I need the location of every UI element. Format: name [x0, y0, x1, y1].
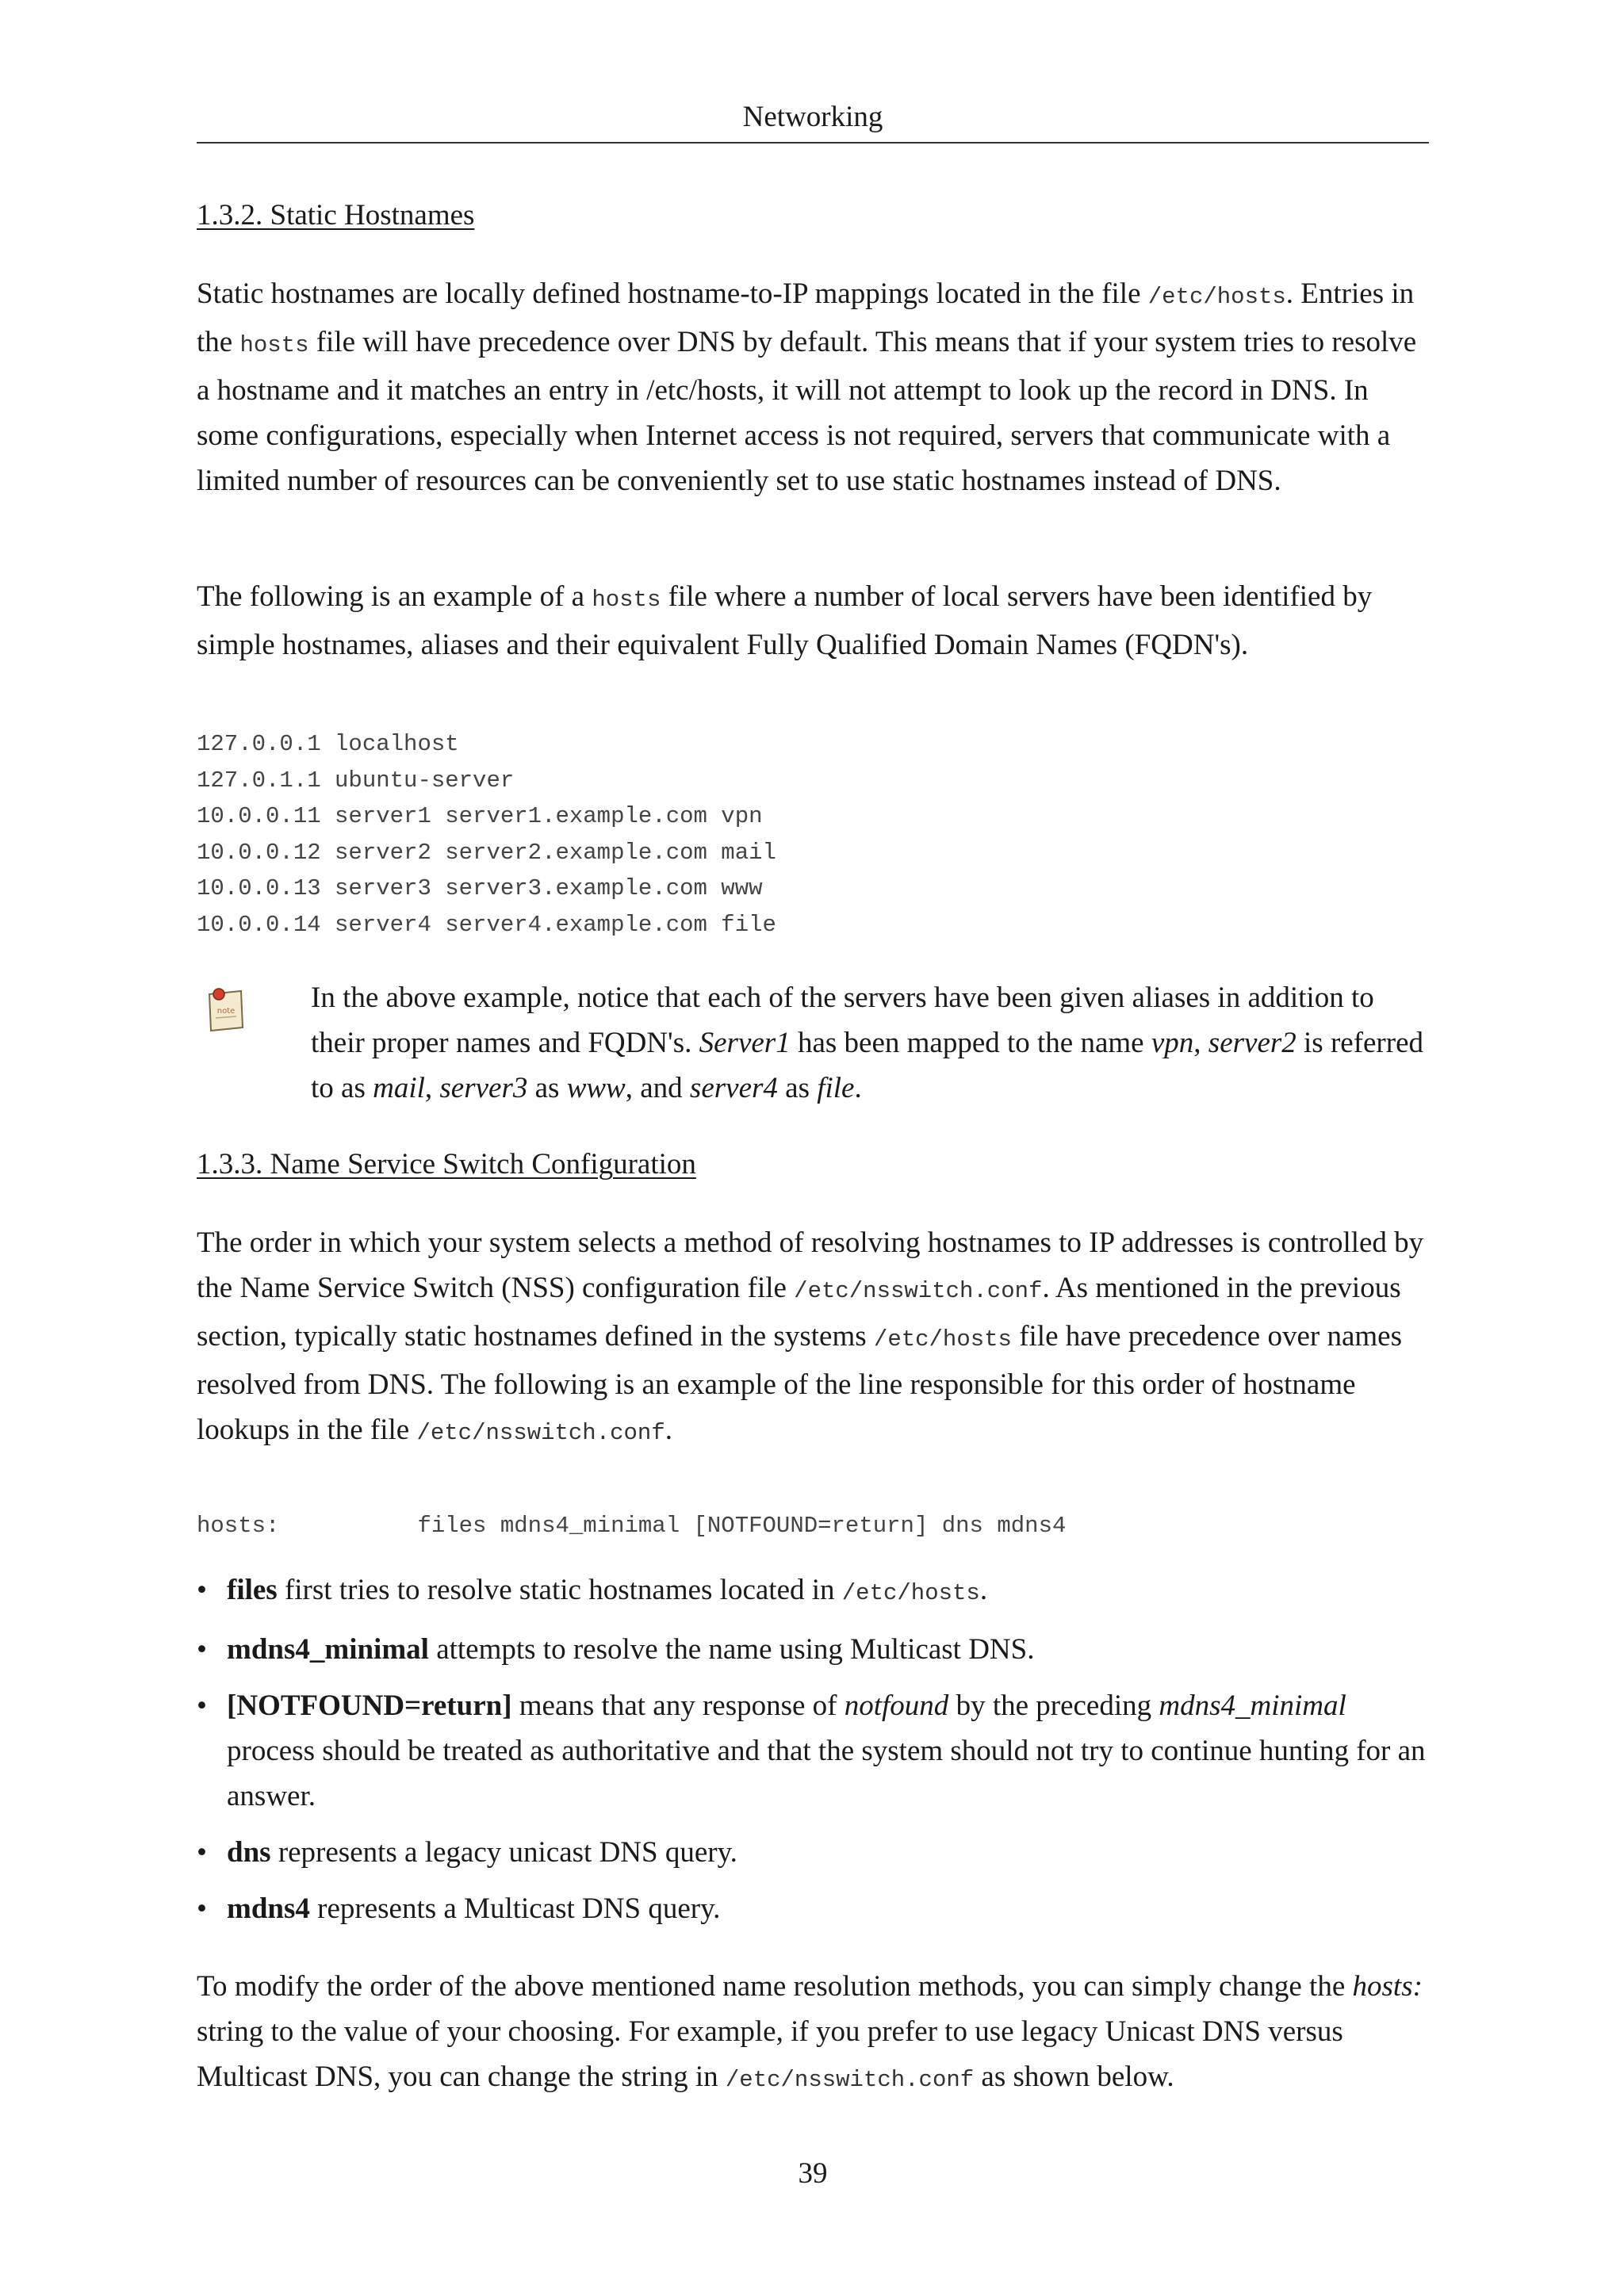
paragraph [197, 1220, 1429, 1456]
list-item [197, 1567, 1429, 1616]
emphasis: file [817, 1072, 855, 1104]
text: Static hostnames are locally defined hostname-to-IP mappings located in the file [197, 277, 1148, 310]
list-item [197, 1830, 1429, 1875]
paragraph-hosts-example-intro [197, 574, 1429, 668]
running-header: Networking [742, 101, 883, 133]
text: first tries to resolve static hostnames located in [277, 1574, 842, 1606]
term: files [227, 1574, 278, 1606]
inline-code: /etc/nsswitch.conf [725, 2067, 975, 2093]
text: The order in which your system selects a method of resolving hostnames to IP addresses is controlled by the Name Service Switch (NSS) configuration file [197, 1226, 1424, 1304]
emphasis: server4 [689, 1072, 778, 1104]
code-line: 10.0.0.13 server3 server3.example.com www [197, 875, 763, 901]
term: dns [227, 1836, 271, 1869]
emphasis: server3 [439, 1072, 528, 1104]
section-heading-static-hostnames [197, 198, 1429, 233]
code-line: 10.0.0.12 server2 server2.example.com mail [197, 839, 776, 866]
text: , [424, 1072, 440, 1104]
text: The following is an example of a [197, 580, 592, 613]
note-icon [206, 986, 246, 1032]
text: as shown below. [974, 2061, 1174, 2093]
text: is referred to as [311, 1027, 1423, 1104]
paragraph [197, 271, 1429, 503]
emphasis: notfound [844, 1689, 949, 1722]
inline-code: hosts [592, 587, 661, 613]
page-number: 39 [798, 2157, 828, 2190]
text: has been mapped to the name [790, 1027, 1151, 1059]
term: [NOTFOUND=return] [227, 1689, 512, 1722]
note-icon-label: note [216, 1007, 236, 1016]
emphasis: vpn [1151, 1027, 1194, 1059]
code-line: 10.0.0.14 server4 server4.example.com file [197, 911, 776, 938]
bullet-mark: • [197, 1574, 207, 1606]
term: mdns4_minimal [227, 1633, 429, 1666]
emphasis: hosts: [1352, 1970, 1423, 2003]
code-line: 10.0.0.11 server1 server1.example.com vpn [197, 803, 763, 829]
inline-code: hosts [239, 332, 309, 358]
text: process should be treated as authoritative and that the system should not try to continue hunting for an answer. [227, 1735, 1426, 1812]
text: represents a legacy unicast DNS query. [270, 1836, 737, 1869]
emphasis: www [566, 1072, 626, 1104]
emphasis: Server1 [699, 1027, 791, 1059]
paragraph-modify-order [197, 1964, 1429, 2103]
bullet-mark: • [197, 1689, 207, 1722]
text: . [854, 1072, 862, 1104]
emphasis: server2 [1208, 1027, 1297, 1059]
nss-methods-list [197, 1567, 1429, 1942]
paragraph [197, 1964, 1429, 2103]
document-page [197, 0, 1429, 2296]
bullet-list [197, 1567, 1429, 1931]
inline-code: /etc/nsswitch.conf [416, 1420, 665, 1446]
text: , [1193, 1027, 1208, 1059]
text: file have precedence over names resolved from DNS. The following is an example of the line responsible for this order of hostname lookups in the file [197, 1320, 1402, 1446]
text: . [979, 1574, 988, 1606]
text: as [527, 1072, 567, 1104]
section-heading-nss-configuration [197, 1147, 1429, 1182]
nsswitch-code-block [197, 1508, 1429, 1544]
text: file will have precedence over DNS by default. This means that if your system tries to resolve a hostname and it matches an entry in /etc/hosts, it will not attempt to look up the record in DNS. In some configurations, especially when Internet access is not required, servers that communicate with a limited number of resources can be conveniently set to use static hostnames instead of DNS. [197, 326, 1417, 497]
hosts-file-code-block [197, 726, 1429, 943]
list-item [197, 1627, 1429, 1672]
bullet-mark: • [197, 1836, 207, 1869]
emphasis: mdns4_minimal [1159, 1689, 1346, 1722]
term: mdns4 [227, 1892, 310, 1925]
text: by the preceding [948, 1689, 1159, 1722]
text: as [777, 1072, 818, 1104]
text: file where a number of local servers have been identified by simple hostnames, aliases and their equivalent Fully Qualified Domain Names (FQDN's). [197, 580, 1373, 661]
section-title: 1.3.3. Name Service Switch Configuration [197, 1148, 696, 1181]
inline-code: /etc/hosts [1147, 284, 1286, 310]
paragraph-nss-intro [197, 1220, 1429, 1456]
code-line: 127.0.1.1 ubuntu-server [197, 767, 515, 794]
bullet-mark: • [197, 1892, 207, 1925]
text: represents a Multicast DNS query. [309, 1892, 721, 1925]
code-line: hosts: files mdns4_minimal [NOTFOUND=return] dns mdns4 [197, 1513, 1067, 1539]
text: In the above example, notice that each of the servers have been given aliases in addition to their proper names and FQDN's. [311, 982, 1374, 1059]
inline-code: /etc/hosts [841, 1580, 980, 1606]
list-item [197, 1683, 1429, 1819]
section-title: 1.3.2. Static Hostnames [197, 199, 475, 232]
paragraph-static-hostnames-intro [197, 271, 1429, 503]
text: string to the value of your choosing. For example, if you prefer to use legacy Unicast DNS versus Multicast DNS, you can change the string in [197, 2015, 1343, 2093]
code-line: 127.0.0.1 localhost [197, 731, 459, 757]
text: attempts to resolve the name using Multicast DNS. [428, 1633, 1035, 1666]
text: To modify the order of the above mentioned name resolution methods, you can simply change the [197, 1970, 1353, 2003]
text: . Entries in the [197, 277, 1415, 358]
note-text [311, 975, 1429, 1111]
paragraph [197, 574, 1429, 668]
text: means that any response of [511, 1689, 845, 1722]
list-item [197, 1886, 1429, 1931]
note-box [197, 975, 1429, 1118]
text: , and [625, 1072, 690, 1104]
emphasis: mail [373, 1072, 425, 1104]
bullet-mark: • [197, 1633, 207, 1666]
header-rule [197, 142, 1429, 144]
text: . As mentioned in the previous section, typically static hostnames defined in the systems [197, 1272, 1401, 1353]
text: . [665, 1414, 672, 1446]
inline-code: /etc/nsswitch.conf [794, 1278, 1043, 1304]
inline-code: /etc/hosts [873, 1326, 1012, 1353]
